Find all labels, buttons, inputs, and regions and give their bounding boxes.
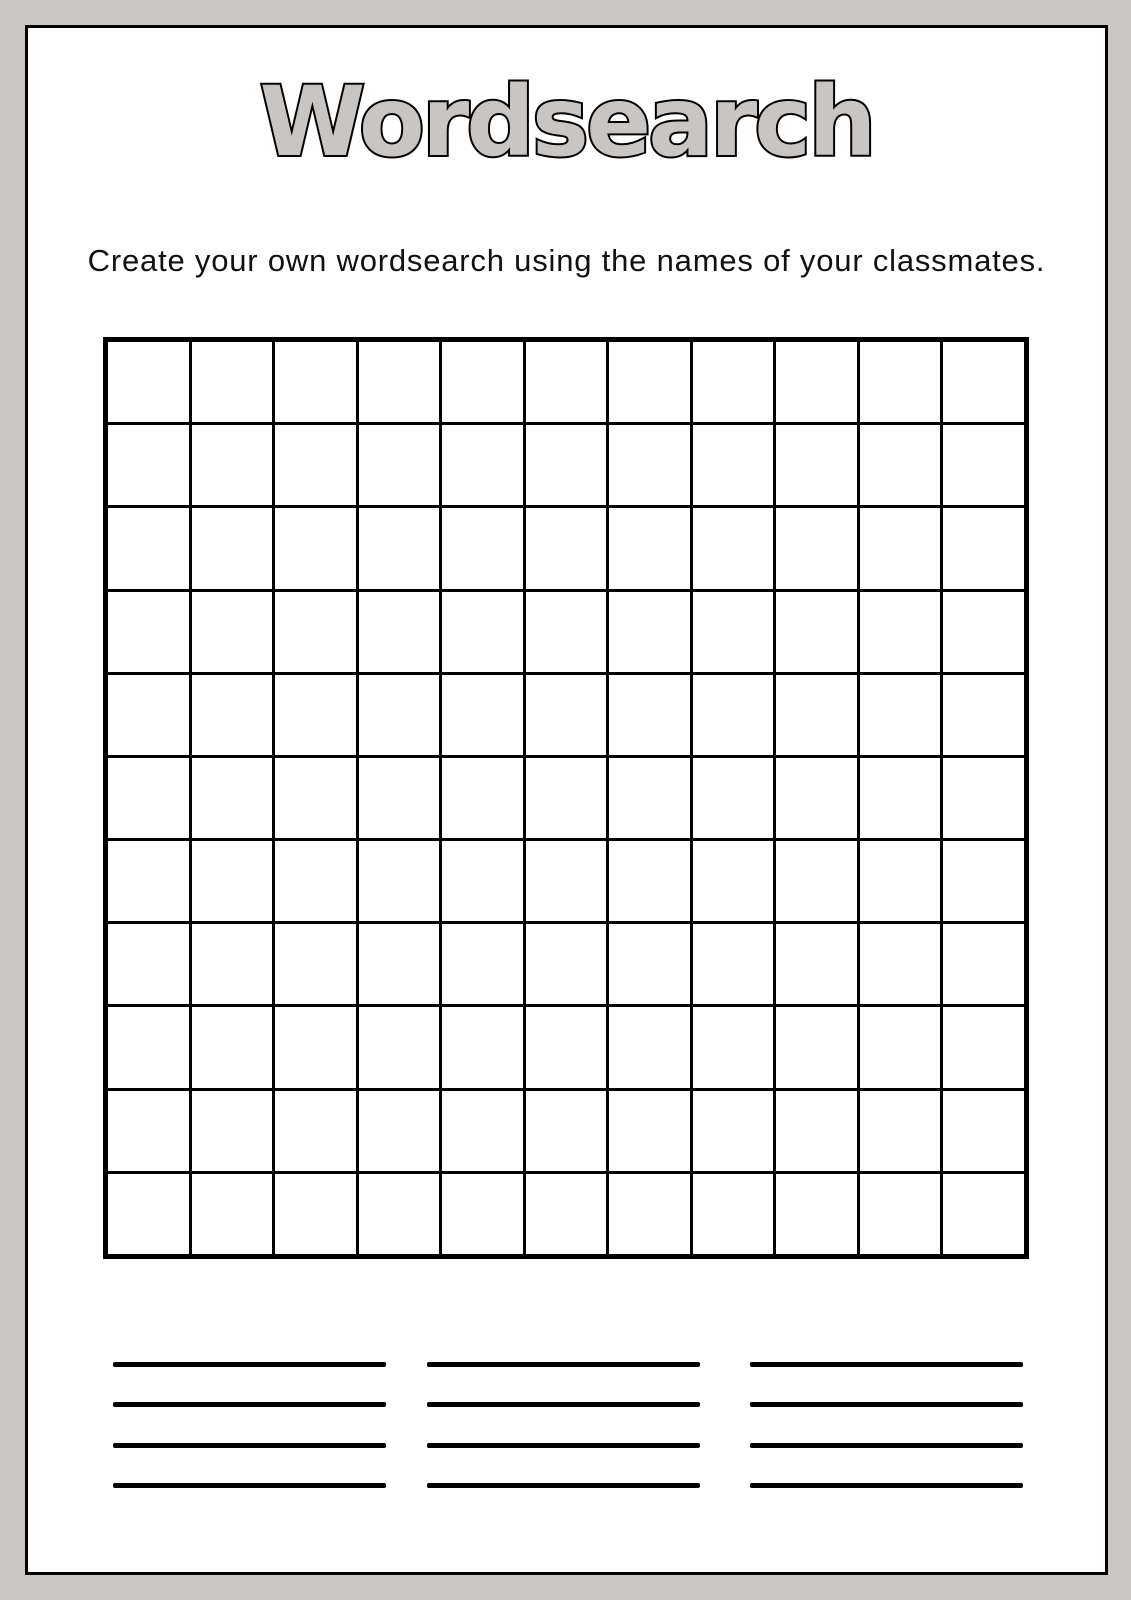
grid-cell	[442, 841, 523, 921]
grid-cell	[359, 508, 440, 588]
grid-cell	[442, 1091, 523, 1171]
answer-line	[113, 1362, 386, 1367]
worksheet-title: Wordsearch	[259, 66, 874, 178]
grid-cell	[609, 1007, 690, 1087]
grid-cell	[693, 1091, 774, 1171]
grid-cell	[275, 342, 356, 422]
grid-cell	[776, 342, 857, 422]
grid-cell	[192, 1091, 273, 1171]
grid-cell	[192, 508, 273, 588]
grid-cell	[943, 342, 1024, 422]
grid-cell	[526, 425, 607, 505]
grid-cell	[776, 924, 857, 1004]
answer-line	[750, 1483, 1023, 1488]
grid-cell	[776, 675, 857, 755]
grid-cell	[776, 592, 857, 672]
grid-cell	[192, 758, 273, 838]
grid-cell	[776, 508, 857, 588]
worksheet-page	[25, 25, 1108, 1575]
grid-cell	[860, 924, 941, 1004]
grid-cell	[275, 1174, 356, 1254]
grid-cell	[943, 1007, 1024, 1087]
grid-cell	[693, 924, 774, 1004]
grid-cell	[609, 342, 690, 422]
grid-cell	[526, 924, 607, 1004]
grid-cell	[526, 508, 607, 588]
grid-cell	[359, 1007, 440, 1087]
grid-cell	[693, 1007, 774, 1087]
grid-cell	[108, 342, 189, 422]
answer-lines-section	[113, 1362, 1023, 1492]
grid-cell	[442, 425, 523, 505]
grid-cell	[192, 425, 273, 505]
grid-cell	[776, 1007, 857, 1087]
grid-cell	[860, 342, 941, 422]
answer-line	[427, 1443, 700, 1448]
grid-cell	[108, 1174, 189, 1254]
grid-cell	[609, 841, 690, 921]
grid-cell	[359, 342, 440, 422]
grid-cell	[860, 675, 941, 755]
grid-cell	[275, 675, 356, 755]
grid-cell	[943, 1174, 1024, 1254]
grid-cell	[609, 1174, 690, 1254]
grid-cell	[275, 924, 356, 1004]
grid-cell	[776, 758, 857, 838]
grid-cell	[860, 1007, 941, 1087]
answer-line	[113, 1443, 386, 1448]
grid-cell	[108, 758, 189, 838]
grid-cell	[609, 425, 690, 505]
grid-cell	[693, 841, 774, 921]
grid-cell	[860, 592, 941, 672]
answer-column	[750, 1362, 1023, 1492]
grid-cell	[442, 1174, 523, 1254]
grid-cell	[860, 508, 941, 588]
grid-cell	[359, 758, 440, 838]
grid-cell	[192, 1007, 273, 1087]
wordsearch-grid	[103, 337, 1029, 1259]
answer-line	[427, 1483, 700, 1488]
grid-cell	[860, 1091, 941, 1171]
grid-cell	[108, 924, 189, 1004]
grid-cell	[108, 1091, 189, 1171]
grid-cell	[693, 592, 774, 672]
grid-cell	[693, 758, 774, 838]
grid-cell	[275, 1091, 356, 1171]
grid-cell	[609, 924, 690, 1004]
grid-cell	[943, 508, 1024, 588]
answer-line	[427, 1362, 700, 1367]
grid-cell	[609, 508, 690, 588]
answer-column	[427, 1362, 700, 1492]
grid-cell	[359, 592, 440, 672]
grid-cell	[442, 342, 523, 422]
grid-cell	[943, 924, 1024, 1004]
answer-line	[113, 1402, 386, 1407]
grid-cell	[108, 592, 189, 672]
grid-cell	[192, 342, 273, 422]
grid-cell	[275, 508, 356, 588]
grid-cell	[442, 508, 523, 588]
grid-cell	[860, 1174, 941, 1254]
grid-cell	[192, 592, 273, 672]
grid-cell	[693, 342, 774, 422]
grid-cell	[526, 1091, 607, 1171]
grid-cell	[609, 758, 690, 838]
grid-cell	[860, 425, 941, 505]
grid-cell	[609, 592, 690, 672]
grid-cell	[609, 1091, 690, 1171]
grid-cell	[108, 675, 189, 755]
grid-cell	[442, 758, 523, 838]
grid-cell	[359, 924, 440, 1004]
grid-cell	[192, 924, 273, 1004]
grid-cell	[359, 425, 440, 505]
grid-cell	[108, 1007, 189, 1087]
grid-cell	[275, 841, 356, 921]
answer-line	[750, 1443, 1023, 1448]
grid-cell	[693, 508, 774, 588]
grid-cell	[860, 841, 941, 921]
grid-cell	[609, 675, 690, 755]
grid-cell	[442, 1007, 523, 1087]
answer-line	[427, 1402, 700, 1407]
grid-cell	[693, 1174, 774, 1254]
grid-cell	[526, 1007, 607, 1087]
grid-cell	[275, 592, 356, 672]
answer-line	[750, 1402, 1023, 1407]
grid-cell	[192, 1174, 273, 1254]
grid-cell	[359, 841, 440, 921]
grid-cell	[693, 425, 774, 505]
answer-line	[113, 1483, 386, 1488]
grid-cell	[108, 841, 189, 921]
answer-line	[750, 1362, 1023, 1367]
grid-cell	[860, 758, 941, 838]
grid-cell	[442, 592, 523, 672]
grid-cell	[943, 758, 1024, 838]
grid-cell	[943, 592, 1024, 672]
grid-cell	[943, 675, 1024, 755]
grid-cell	[526, 1174, 607, 1254]
grid-cell	[359, 1091, 440, 1171]
grid-cell	[275, 1007, 356, 1087]
grid-cell	[442, 675, 523, 755]
grid-cell	[776, 841, 857, 921]
grid-cell	[693, 675, 774, 755]
grid-cell	[108, 425, 189, 505]
grid-cell	[526, 592, 607, 672]
answer-column	[113, 1362, 386, 1492]
grid-cell	[108, 508, 189, 588]
grid-cell	[776, 425, 857, 505]
grid-cell	[526, 758, 607, 838]
grid-cell	[526, 342, 607, 422]
worksheet-instructions: Create your own wordsearch using the names of your classmates.	[87, 243, 1046, 278]
grid-cell	[192, 841, 273, 921]
grid-cell	[275, 425, 356, 505]
grid-cell	[359, 1174, 440, 1254]
grid-cell	[943, 425, 1024, 505]
grid-cell	[526, 841, 607, 921]
grid-cell	[943, 841, 1024, 921]
grid-cell	[776, 1091, 857, 1171]
grid-cell	[359, 675, 440, 755]
grid-cell	[943, 1091, 1024, 1171]
grid-cell	[275, 758, 356, 838]
grid-cell	[776, 1174, 857, 1254]
grid-cell	[192, 675, 273, 755]
grid-cell	[442, 924, 523, 1004]
grid-cell	[526, 675, 607, 755]
